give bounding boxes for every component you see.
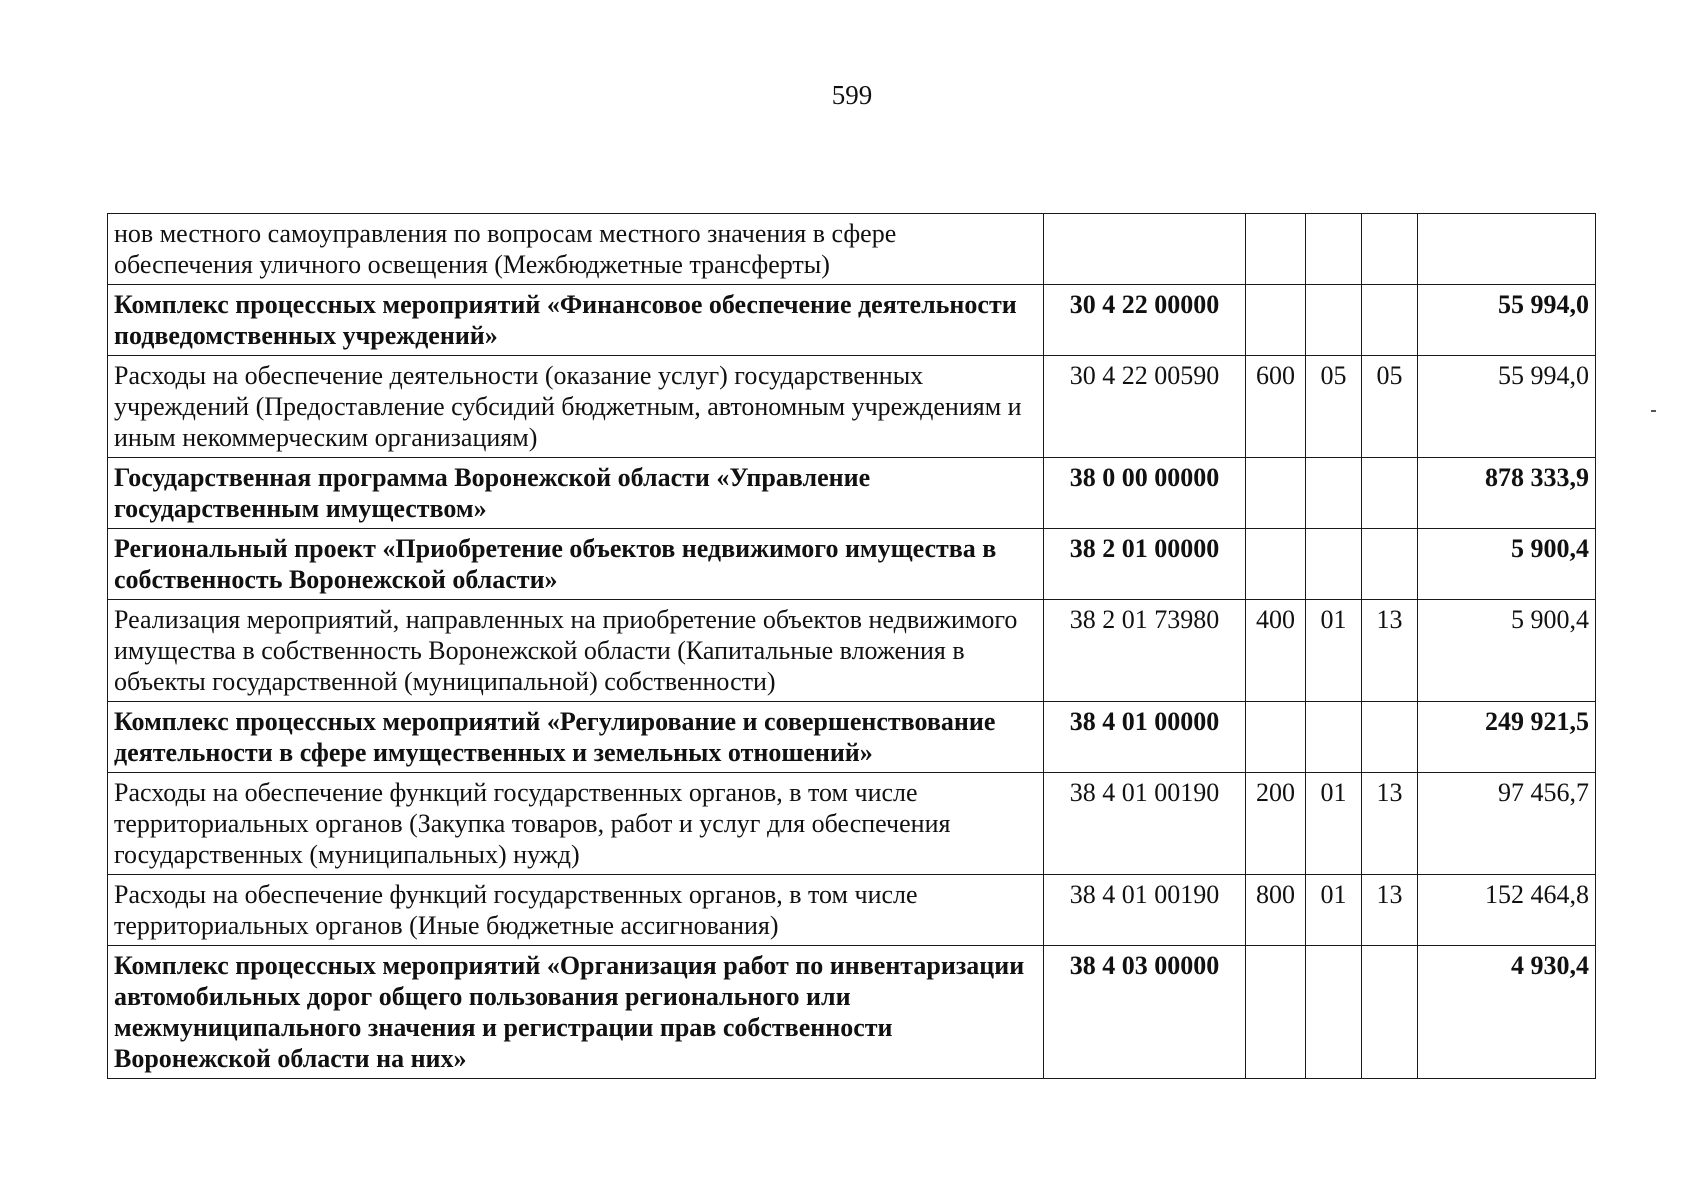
row-code-cell: 38 2 01 00000	[1044, 529, 1246, 600]
row-sum-cell: 152 464,8	[1418, 875, 1596, 946]
row-code-cell: 38 2 01 73980	[1044, 600, 1246, 702]
row-pr-cell: 13	[1362, 773, 1418, 875]
budget-table	[107, 213, 1596, 1079]
table-row	[108, 702, 1596, 773]
row-sum-cell: 878 333,9	[1418, 458, 1596, 529]
row-vr-cell	[1246, 702, 1306, 773]
row-name-cell: Расходы на обеспечение функций государственных органов, в том числе территориальных органов (Иные бюджетные ассигнования)	[108, 875, 1044, 946]
row-vr-cell	[1246, 529, 1306, 600]
row-name-cell: Реализация мероприятий, направленных на приобретение объектов недвижимого имущества в собственность Воронежской области (Капитальные вложения в объекты государственной (муниципальной) собственности)	[108, 600, 1044, 702]
row-pr-cell	[1362, 458, 1418, 529]
row-code-cell: 38 4 01 00000	[1044, 702, 1246, 773]
row-rz-cell	[1306, 529, 1362, 600]
row-sum-cell: 5 900,4	[1418, 529, 1596, 600]
row-name-cell: Расходы на обеспечение деятельности (оказание услуг) государственных учреждений (Предоставление субсидий бюджетным, автономным учреждениям и иным некоммерческим организациям)	[108, 356, 1044, 458]
row-pr-cell: 05	[1362, 356, 1418, 458]
row-pr-cell: 13	[1362, 875, 1418, 946]
row-vr-cell: 400	[1246, 600, 1306, 702]
row-rz-cell: 05	[1306, 356, 1362, 458]
row-sum-cell: 249 921,5	[1418, 702, 1596, 773]
row-vr-cell: 600	[1246, 356, 1306, 458]
table-row	[108, 529, 1596, 600]
row-vr-cell	[1246, 946, 1306, 1079]
row-code-cell: 38 4 01 00190	[1044, 875, 1246, 946]
row-sum-cell: 55 994,0	[1418, 356, 1596, 458]
row-name-cell: Комплекс процессных мероприятий «Организация работ по инвентаризации автомобильных дорог общего пользования регионального или межмуниципального значения и регистрации прав собственности Воронежской области на них»	[108, 946, 1044, 1079]
row-rz-cell	[1306, 702, 1362, 773]
row-vr-cell	[1246, 458, 1306, 529]
row-vr-cell	[1246, 285, 1306, 356]
row-rz-cell: 01	[1306, 875, 1362, 946]
table-row	[108, 773, 1596, 875]
table-row	[108, 600, 1596, 702]
row-vr-cell: 800	[1246, 875, 1306, 946]
row-name-cell: Комплекс процессных мероприятий «Регулирование и совершенствование деятельности в сфере имущественных и земельных отношений»	[108, 702, 1044, 773]
row-name-cell: Расходы на обеспечение функций государственных органов, в том числе территориальных органов (Закупка товаров, работ и услуг для обеспечения государственных (муниципальных) нужд)	[108, 773, 1044, 875]
row-pr-cell	[1362, 214, 1418, 285]
row-code-cell: 30 4 22 00000	[1044, 285, 1246, 356]
table-row	[108, 875, 1596, 946]
row-pr-cell: 13	[1362, 600, 1418, 702]
row-pr-cell	[1362, 946, 1418, 1079]
row-rz-cell	[1306, 946, 1362, 1079]
row-pr-cell	[1362, 702, 1418, 773]
row-vr-cell	[1246, 214, 1306, 285]
table-row	[108, 356, 1596, 458]
table-body	[108, 214, 1596, 1079]
row-name-cell: Региональный проект «Приобретение объектов недвижимого имущества в собственность Воронежской области»	[108, 529, 1044, 600]
table-row	[108, 285, 1596, 356]
row-sum-cell: 5 900,4	[1418, 600, 1596, 702]
row-rz-cell	[1306, 458, 1362, 529]
scan-mark	[1651, 410, 1656, 412]
row-sum-cell: 55 994,0	[1418, 285, 1596, 356]
row-code-cell: 30 4 22 00590	[1044, 356, 1246, 458]
row-code-cell: 38 0 00 00000	[1044, 458, 1246, 529]
row-code-cell	[1044, 214, 1246, 285]
row-name-cell: нов местного самоуправления по вопросам местного значения в сфере обеспечения уличного освещения (Межбюджетные трансферты)	[108, 214, 1044, 285]
table-row	[108, 214, 1596, 285]
row-code-cell: 38 4 03 00000	[1044, 946, 1246, 1079]
row-sum-cell	[1418, 214, 1596, 285]
row-rz-cell: 01	[1306, 600, 1362, 702]
table-row	[108, 946, 1596, 1079]
row-name-cell: Комплекс процессных мероприятий «Финансовое обеспечение деятельности подведомственных учреждений»	[108, 285, 1044, 356]
row-rz-cell	[1306, 214, 1362, 285]
row-rz-cell: 01	[1306, 773, 1362, 875]
row-vr-cell: 200	[1246, 773, 1306, 875]
row-code-cell: 38 4 01 00190	[1044, 773, 1246, 875]
row-sum-cell: 4 930,4	[1418, 946, 1596, 1079]
row-name-cell: Государственная программа Воронежской области «Управление государственным имуществом»	[108, 458, 1044, 529]
page-number: 599	[831, 80, 873, 110]
row-rz-cell	[1306, 285, 1362, 356]
row-pr-cell	[1362, 529, 1418, 600]
row-sum-cell: 97 456,7	[1418, 773, 1596, 875]
table-row	[108, 458, 1596, 529]
row-pr-cell	[1362, 285, 1418, 356]
